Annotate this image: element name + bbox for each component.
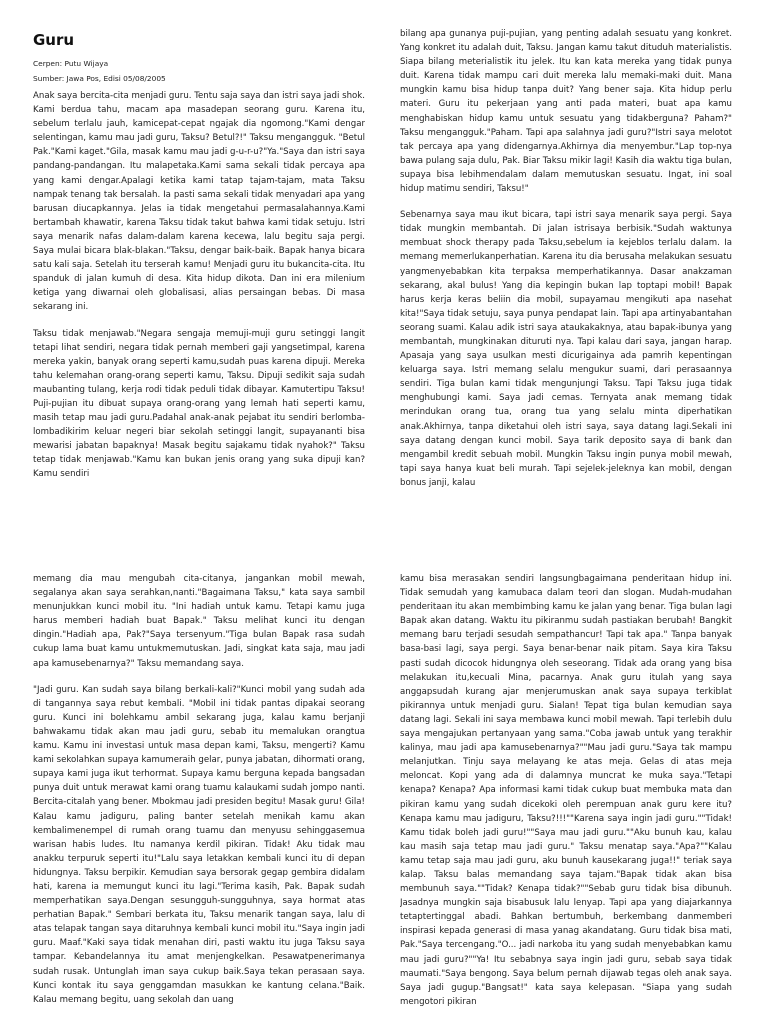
article-title: Guru [33,31,75,49]
source-line: Sumber: Jawa Pos, Edisi 05/08/2005 [33,74,166,83]
paragraph: bilang apa gunanya puji-pujian, yang penting adalah sesuatu yang konkret. Yang konkret itu adalah duit, Taksu. Jangan kamu takut dituduh materialistis. Siapa bilang meterialistik itu jelek. Itu kan kata mereka yang tidak punya duit. Karena tidak mampu cari duit mereka lalu memaki-maki duit. Mana mungkin kamu bisa hidup tanpa duit? Yang bener saja. Kita hidup perlu materi. Guru itu pekerjaan yang anti pada materi, buat apa kamu menghabiskan hidup kamu untuk sesuatu yang tidakberguna? Paham?" Taksu mengangguk."Paham. Tapi apa salahnya jadi guru?"Istri saya melotot tak percaya apa yang didengarnya.Akhirnya dia menyembur."Lap top-nya bawa pulang saja dulu, Pak. Biar Taksu mikir lagi! Kasih dia waktu tiga bulan, supaya bisa lebihmendalam dalam memutuskan sesuatu. Ingat, ini soal hidup matimu sendiri, Taksu!" [400,29,732,195]
page-2-left-column [33,572,365,1024]
author-line: Cerpen: Putu Wijaya [33,59,109,68]
page-1-left-column [33,30,365,506]
paragraph: kamu bisa merasakan sendiri langsungbagaimana penderitaan hidup ini. Tidak semudah yang kamubaca dalam teori dan slogan. Mudah-mudahan penderitaan itu akan membimbing kamu ke jalan yang benar. Tiga bulan lagi Bapak akan datang. Waktu itu pikiranmu sudah pastiakan berubah! Bangkit memang baru terjadi sesudah sempathancur! Tapi tak apa." Tanpa banyak basa-basi lagi, saya pergi. Saya benar-benar naik pitam. Saya kira Taksu pasti sudah dicocok hidungnya oleh seseorang. Tidak ada orang yang bisa melakukan itu,kecuali Mina, pacarnya. Anak guru itulah yang saya anggapsudah kurang ajar menjerumuskan anak saya supaya terkiblat pikirannya untuk menjadi guru. Sialan! Tepat tiga bulan kemudian saya datang lagi. Sekali ini saya membawa kunci mobil mewah. Tapi terlebih dulu saya mengajukan pertanyaan yang sama."Coba jawab untuk yang terakhir kalinya, mau jadi apa kamusebenarnya?""Mau jadi guru."Saya tak mampu melanjutkan. Tinju saya melayang ke atas meja. Gelas di atas meja meloncat. Kopi yang ada di dalamnya muncrat ke muka saya."Tetapi kenapa? Kenapa? Apa informasi kami tidak cukup buat membuka mata dan pikiran kamu yang sudah dicekoki oleh perempuan anak guru kere itu? Kenapa kamu mau jadiguru, Taksu?!!!""Karena saya ingin jadi guru.""Tidak! Kamu tidak boleh jadi guru!""Saya mau jadi guru.""Aku bunuh kau, kalau kau masih saja tetap mau jadi guru." Taksu menatap saya."Apa?""Kalau kamu tetap saja mau jadi guru, aku bunuh kausekarang juga!!" teriak saya kalap. Taksu balas memandang saya tajam."Bapak tidak akan bisa membunuh saya.""Tidak? Kenapa tidak?""Sebab guru tidak bisa dibunuh. Jasadnya mungkin saja bisabusuk lalu lenyap. Tapi apa yang diajarkannya tetaptertinggal abadi. Bahkan bertumbuh, berkembang danmemberi inspirasi kepada generasi di masa yanag akandatang. Guru tidak bisa mati, Pak."Saya tercengang."O... jadi narkoba itu yang sudah menyebabkan kamu mau jadi guru?""Ya! Itu sebabnya saya ingin jadi guru, sebab saya tidak maumati."Saya bengong. Saya belum pernah dijawab tegas oleh anak saya. Saya jadi gugup."Bangsat!" kata saya kelepasan. "Siapa yang sudah mengotori pikiran [400,574,732,1007]
paragraph: "Jadi guru. Kan sudah saya bilang berkali-kali?"Kunci mobil yang sudah ada di tangannya saya rebut kembali. "Mobil ini tidak pantas dipakai seorang guru. Kunci ini bolehkamu ambil sekarang juga, kalau kamu berjanji bahwakamu tidak akan mau jadi guru, sebab itu memalukan orangtua kamu. Kamu ini investasi untuk masa depan kami, Taksu, mengerti? Kamu kami sekolahkan supaya kamumeraih gelar, punya jabatan, dihormati orang, supaya kami juga ikut terhormat. Supaya kamu berguna kepada bangsadan punya duit untuk merawat kami orang tuamu kalaukami sudah jompo nanti. Bercita-citalah yang bener. Mbokmau jadi presiden begitu! Masak guru! Gila! Kalau kamu jadiguru, paling banter setelah menikah kamu akan kembalimenempel di rumah orang tuamu dan menyusu sehinggasemua warisan habis ludes. Itu namanya kerdil pikiran. Tidak! Aku tidak mau anakku terpuruk seperti itu!"Lalu saya letakkan kembali kunci itu di depan hidungnya. Taksu berpikir. Kemudian saya bersorak gegap gembira didalam hati, karena ia memungut kunci itu lagi."Terima kasih, Pak. Bapak sudah memperhatikan saya.Dengan sesungguh-sungguhnya, saya hormat atas perhatian Bapak." Sembari berkata itu, Taksu menarik tangan saya, lalu di atas telapak tangan saya ditaruhnya kembali kunci mobil itu."Saya ingin jadi guru. Maaf."Kaki saya tidak menahan diri, pasti waktu itu juga Taksu saya tampar. Kebandelannya itu amat menjengkelkan. Pesawatpenerimanya sudah rusak. Untunglah iman saya cukup baik.Saya tekan perasaan saya. Kunci kontak itu saya genggamdan masukkan ke kantung celana."Baik. Kalau memang begitu, uang sekolah dan uang [33,684,365,1005]
page-1-right-column [400,27,732,507]
paragraph: memang dia mau mengubah cita-citanya, jangankan mobil mewah, segalanya akan saya serahkan,nanti."Bagaimana Taksu," kata saya sambil menunjukkan kunci mobil itu. "Ini hadiah untuk kamu. Tetapi kamu juga harus memberi hadiah buat Bapak." Taksu melihat kunci itu dengan dingin."Hadiah apa, Pak?"Saya tersenyum."Tiga bulan Bapak rasa sudah cukup lama buat kamu untukmemutuskan. Jadi, singkat kata saja, mau jadi apa kamusebenarnya?" Taksu memandang saya. [33,574,365,669]
page-2 [0,512,768,1024]
page-2-right-column [400,572,732,1024]
paragraph: Sebenarnya saya mau ikut bicara, tapi istri saya menarik saya pergi. Saya tidak mungkin membantah. Di jalan istrisaya berbisik."Sudah waktunya membuat shock therapy pada Taksu,sebelum ia kejeblos terlalu dalam. Ia memang memerlukanperhatian. Karena itu dia berusaha melakukan sesuatu yangmenyebabkan kita terpaksa memperhatikannya. Dasar anakzaman sekarang, akal bulus! Yang dia kepingin bukan lap toptapi mobil! Bapak harus kerja keras beliin dia mobil, supayamau mengikuti apa nasehat kita!"Saya tidak setuju, saya punya pendapat lain. Tapi apa artinyabantahan seorang suami. Kalau adik istri saya ataukakaknya, atau bapak-ibunya yang membantah, mungkinakan dituruti nya. Tapi kalau dari saya, jangan harap. Apasaja yang saya usulkan mesti dicurigainya ada pamrih kepentingan keluarga saya. Istri memang selalu mengukur suami, dari perasaannya sendiri. Tiga bulan kami tidak mengunjungi Taksu. Tapi Taksu juga tidak menghubungi kami. Saya jadi cemas. Ternyata anak memang tidak merindukan orang tua, orang tua yang selalu minta diperhatikan anak.Akhirnya, tanpa diketahui oleh istri saya, saya datang lagi.Sekali ini saya datang dengan kunci mobil. Saya tarik deposito saya di bank dan mengambil kredit sebuah mobil. Mungkin Taksu ingin punya mobil mewah, tapi saya hanya kuat beli murah. Tapi sejelek-jeleknya kan mobil, dengan bonus janji, kalau [400,210,732,488]
paragraph: Anak saya bercita-cita menjadi guru. Tentu saja saya dan istri saya jadi shok. Kami berdua tahu, macam apa masadepan seorang guru. Karena itu, sebelum terlalu jauh, kamicepat-cepat ngajak dia ngomong."Kami dengar selentingan, kamu mau jadi guru, Taksu? Betul?!" Taksu mengangguk. "Betul Pak."Kami kaget."Gila, masak kamu mau jadi g-u-r-u?"Ya."Saya dan istri saya pandang-pandangan. Itu malapetaka.Kami sama sekali tidak percaya apa yang kami dengar.Apalagi ketika kami tatap tajam-tajam, mata Taksu nampak tenang tak bersalah. Ia pasti sama sekali tidak menyadari apa yang barusan diucapkannya. Jelas ia tidak mengetahui permasalahannya.Kami bertambah khawatir, karena Taksu tidak takut bahwa kami tidak setuju. Istri saya menarik nafas dalam-dalam karena kecewa, lalu begitu saja pergi. Saya mulai bicara blak-blakan."Taksu, dengar baik-baik. Bapak hanya bicara satu kali saja. Setelah itu terserah kamu! Menjadi guru itu bukancita-cita. Itu spanduk di jalan kumuh di desa. Kita hidup dikota. Dan ini era milenium ketiga yang diwarnai oleh globalisasi, alias persaingan bebas. Di masa sekarang ini. [33,91,365,313]
paragraph: Taksu tidak menjawab."Negara sengaja memuji-muji guru setinggi langit tetapi lihat sendiri, negara tidak pernah memberi gaji yangsetimpal, karena mereka yakin, banyak orang seperti kamu,sudah puas karena dipuji. Mereka tahu kelemahan orang-orang seperti kamu, Taksu. Dipuji sedikit saja sudah maubanting tulang, kerja rodi tidak peduli tidak dibayar. Kamutertipu Taksu! Puji-pujian itu dibuat supaya orang-orang yang lemah hati seperti kamu, masih tetap mau jadi guru.Padahal anak-anak pejabat itu sendiri berlomba-lombadikirim keluar negeri biar sekolah setinggi langit, supayananti bisa mewarisi jabatan bapaknya! Masak begitu sajakamu tidak nyahok?" Taksu tetap tidak menjawab."Kamu kan bukan jenis orang yang suka dipuji kan? Kamu sendiri [33,328,365,480]
